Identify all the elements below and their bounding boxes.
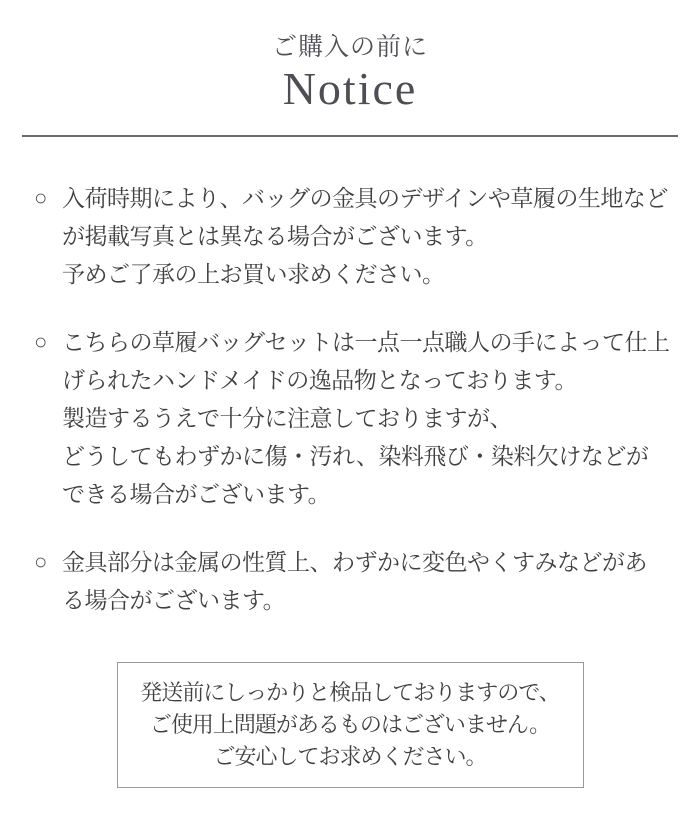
notice-line: げられたハンドメイドの逸品物となっております。 bbox=[62, 367, 577, 393]
assurance-line: ご使用上問題があるものはございません。 bbox=[149, 712, 551, 737]
notice-line: が掲載写真とは異なる場合がございます。 bbox=[62, 223, 488, 249]
notice-line: できる場合がございます。 bbox=[62, 481, 331, 507]
assurance-box bbox=[117, 662, 584, 788]
notice-text bbox=[62, 543, 678, 619]
page-header bbox=[0, 0, 700, 115]
notice-line: こちらの草履バッグセットは一点一点職人の手によって仕上 bbox=[62, 329, 670, 355]
notice-item bbox=[34, 323, 678, 513]
notice-text bbox=[62, 323, 678, 513]
notice-line: 入荷時期により、バッグの金具のデザインや草履の生地など bbox=[62, 185, 668, 211]
notice-item bbox=[34, 179, 678, 293]
notice-list bbox=[34, 179, 678, 619]
notice-line: る場合がございます。 bbox=[62, 587, 286, 613]
notice-line: 予めご了承の上お買い求めください。 bbox=[62, 261, 445, 287]
header-divider bbox=[22, 135, 678, 137]
notice-line: 製造するうえで十分に注意しておりますが、 bbox=[62, 405, 512, 431]
notice-text bbox=[62, 179, 678, 293]
header-subtitle: ご購入の前に bbox=[271, 34, 428, 61]
page-title: Notice bbox=[282, 63, 418, 114]
circle-bullet-icon: ○ bbox=[34, 549, 47, 574]
notice-item bbox=[34, 543, 678, 619]
circle-bullet-icon: ○ bbox=[34, 185, 47, 210]
assurance-line: ご安心してお求めください。 bbox=[213, 744, 487, 769]
notice-line: どうしてもわずかに傷・汚れ、染料飛び・染料欠けなどが bbox=[62, 443, 649, 469]
notice-line: 金具部分は金属の性質上、わずかに変色やくすみなどがあ bbox=[62, 549, 647, 575]
circle-bullet-icon: ○ bbox=[34, 329, 47, 354]
assurance-line: 発送前にしっかりと検品しておりますので、 bbox=[140, 680, 560, 705]
